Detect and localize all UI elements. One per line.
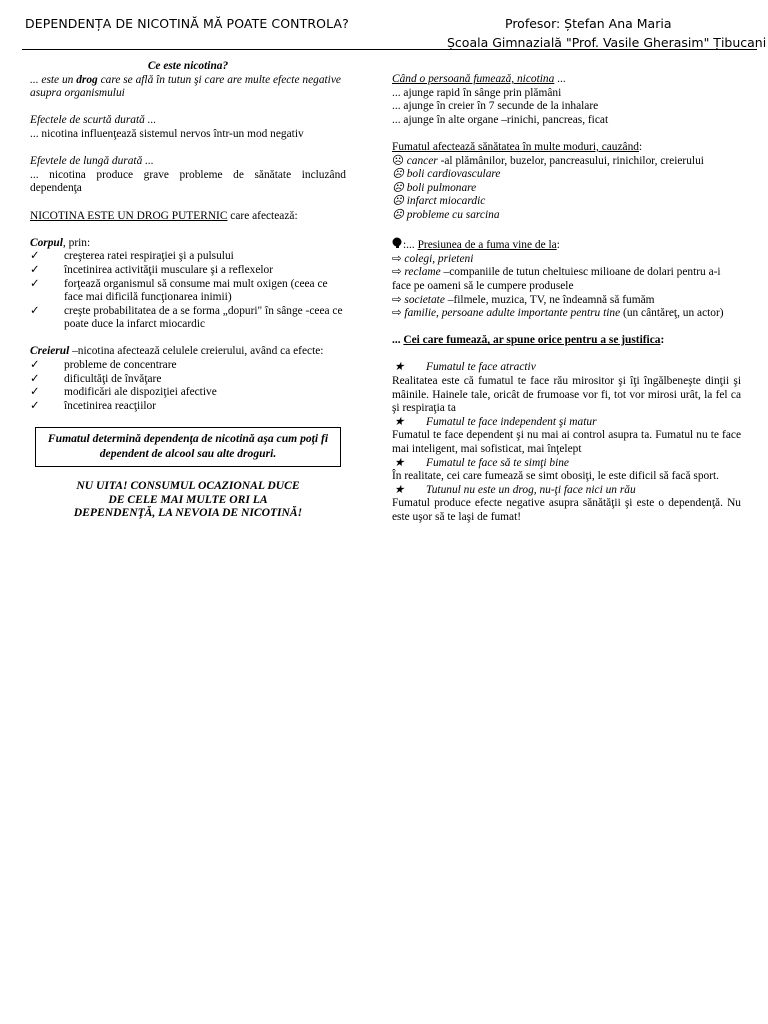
list-item — [30, 386, 346, 400]
warning-line: NU UITA! CONSUMUL OCAZIONAL DUCE — [76, 479, 300, 493]
list-item — [392, 294, 741, 308]
pressure-label: societate — [404, 293, 445, 306]
what-heading: Ce este nicotina? — [147, 60, 229, 72]
speaking-head-icon — [392, 237, 403, 253]
right-column — [392, 73, 741, 525]
sad-face-icon: ☹ — [392, 154, 404, 167]
dependence-box: Fumatul determină dependenţa de nicotină aşa cum poţi fi dependent de alcool sau alte droguri. — [35, 427, 341, 467]
pressure-label: familie, persoane adulte importante pentru tine — [404, 307, 621, 320]
health-first-label: cancer — [406, 154, 438, 167]
myth-claim-text: Fumatul te face atractiv — [426, 361, 536, 374]
pressure-heading — [392, 237, 741, 253]
teacher-name: Profesor: Ștefan Ana Maria — [505, 16, 672, 31]
page-header — [0, 0, 768, 52]
body-effect: încetinirea activităţii musculare şi a reflexelor — [64, 263, 274, 276]
list-item — [30, 373, 346, 387]
check-icon: ✓ — [30, 372, 40, 385]
sad-face-icon: ☹ — [392, 208, 404, 221]
check-icon: ✓ — [30, 399, 40, 412]
smokers-heading-text: Cei care fumează, ar spune orice pentru a se justifica — [403, 334, 661, 347]
health-first-rest: -al plămânilor, buzelor, pancreasului, rinichilor, creierului — [437, 154, 704, 167]
body-effect: creşte probabilitatea de a se forma „dopuri" în sânge -ceea ce poate duce la infarct miocardic — [64, 304, 343, 331]
myth-answer: Realitatea este că fumatul te face rău mirositor şi îţi îngălbeneşte dinţii şi mâinile. Hainele tale, oricât de frumoase vor fi, tot vor mirosi urât, la fel ca şi respiraţia ta — [392, 375, 741, 415]
drug-underlined: NICOTINA ESTE UN DROG PUTERNIC — [30, 209, 228, 222]
when-heading — [392, 73, 741, 87]
drug-rest: care afectează: — [227, 209, 298, 222]
school-name: Școala Gimnazială "Prof. Vasile Gherasim" Țibucani — [447, 35, 767, 50]
when-item: ... ajunge în alte organe –rinichi, pancreas, ficat — [392, 113, 609, 126]
pressure-heading-text: Presiunea de a fuma vine de la — [417, 239, 557, 252]
body-effect: forţează organismul să consume mai mult oxigen (ceea ce face mai dificilă funcţionarea inimii) — [64, 277, 328, 304]
health-item: infarct miocardic — [406, 195, 486, 208]
pressure-prefix: :... — [403, 239, 418, 252]
arrow-right-icon: ⇨ — [392, 266, 402, 279]
list-item — [392, 195, 741, 209]
short-term-heading: Efectele de scurtă durată ... — [30, 114, 157, 127]
long-term-text: ... nicotina produce grave probleme de sănătate incluzând dependenţa — [30, 168, 346, 195]
brain-effect: încetinirea reacţiilor — [64, 399, 157, 412]
list-item — [30, 305, 346, 332]
myth-answer: Fumatul te face dependent şi nu mai ai control asupra ta. Fumatul nu te face mai inteligent, mai sofisticat, mai înţelept — [392, 429, 741, 456]
health-item: probleme cu sarcina — [406, 208, 500, 221]
myth-claim-text: Fumatul te face independent şi matur — [426, 415, 597, 428]
smokers-prefix: ... — [392, 334, 404, 347]
list-item — [30, 264, 346, 278]
when-heading-text: Când o persoană fumează, nicotina — [392, 73, 555, 85]
check-icon: ✓ — [30, 250, 40, 263]
list-item — [30, 250, 346, 264]
check-icon: ✓ — [30, 359, 40, 372]
brain-rest: –nicotina afectează celulele creierului, având ca efecte: — [69, 345, 324, 358]
what-post: care se află în tutun şi care are multe efecte negative asupra organismului — [30, 73, 341, 100]
star-icon: ★ — [394, 456, 405, 469]
health-heading-text: Fumatul afectează sănătatea în multe moduri, cauzând — [392, 140, 640, 153]
check-icon: ✓ — [30, 263, 40, 276]
myth-claim — [392, 457, 741, 471]
arrow-right-icon: ⇨ — [392, 252, 402, 265]
pressure-rest: (un cântăreţ, un actor) — [620, 307, 724, 320]
header-divider — [22, 49, 757, 50]
myth-answer: Fumatul produce efecte negative asupra sănătăţii şi este o dependenţă. Nu este uşor să te laşi de fumat! — [392, 497, 741, 523]
pressure-label: colegi, prieteni — [404, 252, 474, 265]
health-item: boli cardiovasculare — [406, 168, 501, 181]
when-suffix: ... — [554, 73, 566, 85]
pressure-label: reclame — [404, 266, 441, 279]
left-column — [30, 60, 346, 519]
pressure-colon: : — [556, 239, 560, 252]
smokers-heading — [392, 334, 741, 348]
what-bold: drog — [76, 73, 98, 86]
health-colon: : — [639, 140, 643, 153]
long-term-heading: Efevtele de lungă durată ... — [30, 155, 154, 168]
health-heading — [392, 141, 741, 155]
brain-effect: modificări ale dispoziţiei afective — [64, 386, 217, 399]
star-icon: ★ — [394, 483, 405, 496]
arrow-right-icon: ⇨ — [392, 307, 402, 320]
sad-face-icon: ☹ — [392, 181, 404, 194]
pressure-rest: –filmele, muzica, TV, ne îndeamnă să fumăm — [444, 293, 655, 306]
document-title: DEPENDENȚA DE NICOTINĂ MĂ POATE CONTROLA? — [25, 16, 349, 31]
warning-text — [30, 479, 346, 519]
short-term-text: ... nicotina influenţează sistemul nervos într-un mod negativ — [30, 127, 304, 140]
brain-effect: probleme de concentrare — [64, 359, 177, 372]
pressure-rest: –companiile de tutun cheltuiesc milioane de dolari pentru a-i face pe oameni să le cumpere produsele — [392, 266, 721, 292]
list-item — [392, 253, 741, 267]
drug-statement — [30, 210, 346, 224]
list-item — [30, 359, 346, 373]
body-heading — [30, 237, 346, 251]
when-item: ... ajunge rapid în sânge prin plămâni — [392, 86, 562, 99]
brain-heading — [30, 345, 346, 359]
sad-face-icon: ☹ — [392, 195, 404, 208]
list-item — [392, 182, 741, 196]
check-icon: ✓ — [30, 304, 40, 317]
body-effect: creşterea ratei respiraţiei şi a pulsului — [64, 250, 234, 263]
myth-claim — [392, 361, 741, 375]
list-item — [392, 307, 741, 321]
list-item — [392, 155, 741, 169]
list-item — [392, 168, 741, 182]
list-item — [30, 400, 346, 414]
brain-label: Creierul — [30, 345, 70, 358]
brain-effect: dificultăţi de învăţare — [64, 372, 162, 385]
health-item: boli pulmonare — [406, 181, 477, 194]
myth-claim — [392, 484, 741, 498]
arrow-right-icon: ⇨ — [392, 293, 402, 306]
what-pre: ... este un — [30, 73, 77, 86]
star-icon: ★ — [394, 361, 405, 374]
what-text — [30, 74, 346, 101]
myth-claim-text: Fumatul te face să te simţi bine — [426, 456, 569, 469]
check-icon: ✓ — [30, 386, 40, 399]
myth-answer: În realitate, cei care fumează se simt obosiţi, le este dificil să facă sport. — [392, 470, 720, 483]
when-item: ... ajunge în creier în 7 secunde de la inhalare — [392, 100, 599, 113]
myth-claim — [392, 416, 741, 430]
list-item — [392, 266, 741, 293]
check-icon: ✓ — [30, 277, 40, 290]
myth-claim-text: Tutunul nu este un drog, nu-ţi face nici un rău — [426, 483, 636, 496]
warning-line: DEPENDENŢĂ, LA NEVOIA DE NICOTINĂ! — [73, 506, 303, 520]
body-label: Corpul — [30, 236, 63, 249]
list-item — [30, 278, 346, 305]
list-item — [392, 209, 741, 223]
sad-face-icon: ☹ — [392, 168, 404, 181]
warning-line: DE CELE MAI MULTE ORI LA — [108, 492, 268, 506]
star-icon: ★ — [394, 415, 405, 428]
smokers-colon: : — [660, 334, 665, 347]
body-rest: , prin: — [62, 236, 91, 249]
